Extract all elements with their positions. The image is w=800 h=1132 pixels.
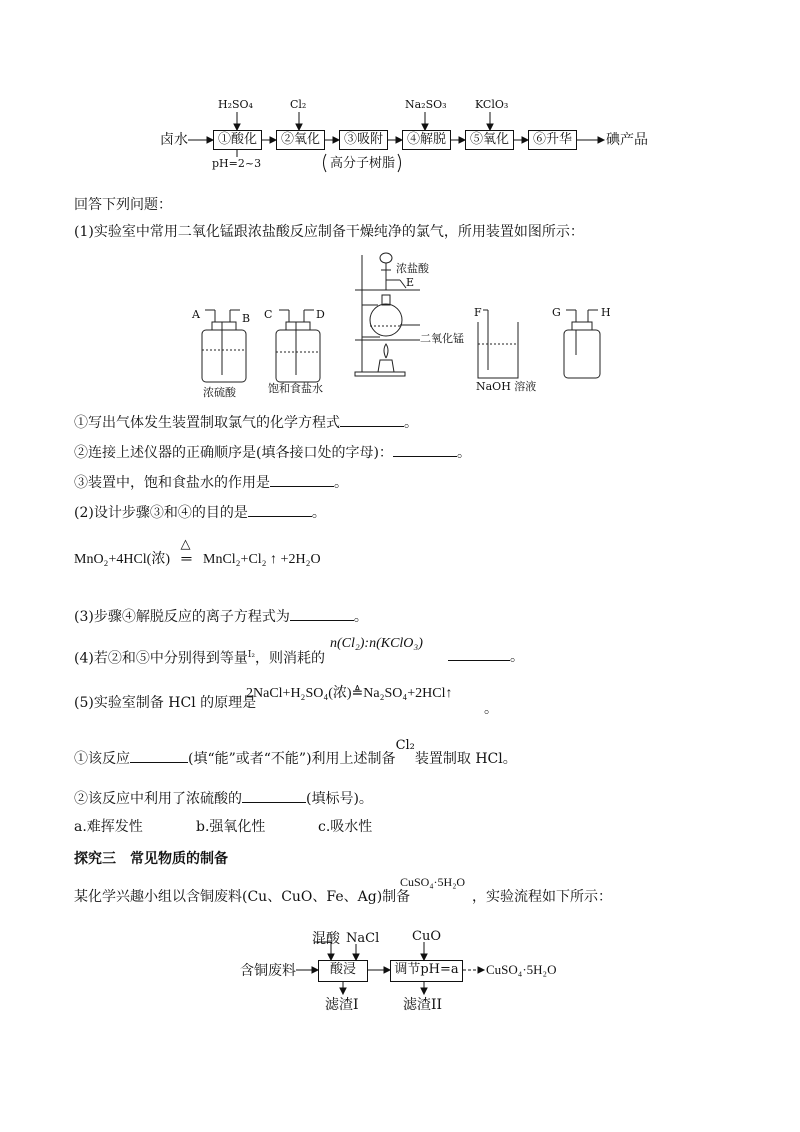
- q3: [74, 606, 368, 626]
- label-naoh: NaOH 溶液: [476, 380, 537, 393]
- q3-text: (3)步骤④解脱反应的离子方程式为: [74, 609, 290, 625]
- flow1-end: 碘产品: [606, 132, 648, 148]
- q2: [74, 502, 326, 522]
- flow2-step-adjust-ph: 调节pH=a: [390, 960, 463, 982]
- answer-blank[interactable]: [393, 442, 457, 457]
- label-f: F: [474, 306, 482, 319]
- q4-formula: n(Cl₂):n(KClO₃): [330, 636, 423, 651]
- q5-sub2-b: (填标号)。: [306, 791, 373, 807]
- flow1-step-oxidize2: ⑤氧化: [465, 130, 514, 150]
- equation-lhs: MnO₂+4HCl(浓): [74, 552, 170, 567]
- flow2-reagent-mixed-acid: 混酸: [312, 931, 340, 947]
- section3-title: 探究三 常见物质的制备: [74, 851, 228, 867]
- equation-arrow: △ ═: [180, 536, 192, 567]
- flow1-reagent-na2so3: Na₂SO₃: [405, 98, 447, 111]
- q5-sub1-cl2: Cl₂: [395, 738, 415, 753]
- label-conc-hcl: 浓盐酸: [396, 262, 429, 275]
- flow2-residue-2: 滤渣II: [403, 997, 443, 1013]
- flow2-residue-1: 滤渣I: [325, 997, 359, 1013]
- label-mno2: 二氧化锰: [420, 332, 464, 345]
- flow1-start: 卤水: [160, 132, 188, 148]
- label-c: C: [264, 308, 273, 321]
- q1-sub3-text: ③装置中，饱和食盐水的作用是: [74, 475, 270, 491]
- flow2-reagent-cuo: CuO: [412, 929, 441, 944]
- answer-blank[interactable]: [290, 606, 354, 621]
- flow1-ph-note: pH=2~3: [212, 157, 262, 170]
- label-conc-h2so4: 浓硫酸: [203, 386, 236, 399]
- q1-sub2: [74, 442, 471, 462]
- label-e: E: [406, 276, 415, 289]
- q1-sub1-end: 。: [404, 415, 418, 431]
- q5-sub1-b: (填“能”或者“不能”)利用上述制备: [188, 751, 396, 767]
- flow1-resin-note: 高分子树脂: [330, 156, 396, 171]
- q5-end: 。: [484, 701, 498, 717]
- q1-sub2-text: ②连接上述仪器的正确顺序是(填各接口处的字母)：: [74, 445, 393, 461]
- flow2-start: 含铜废料: [240, 963, 296, 979]
- q2-end: 。: [311, 505, 326, 521]
- q5-sub2-text: ②该反应中利用了浓硫酸的: [74, 791, 242, 807]
- flow2-product: CuSO₄·5H₂O: [486, 962, 557, 977]
- q4: [74, 646, 325, 668]
- equation-mno2: [74, 536, 321, 568]
- q1-sub1: [74, 412, 418, 432]
- q4-text2: ，则消耗的: [255, 650, 326, 667]
- q4-sup: I₂: [247, 650, 256, 660]
- q5-sub2: [74, 788, 373, 808]
- flow1-step-sublime: ⑥升华: [528, 130, 577, 150]
- q5-sub1-d: 装置制取 HCl。: [414, 751, 517, 767]
- equation-rhs: MnCl₂+Cl₂ ↑ +2H₂O: [203, 552, 321, 567]
- q4-text: (4)若②和⑤中分别得到等量: [74, 650, 248, 667]
- answer-blank[interactable]: [248, 502, 312, 517]
- intro-text: 回答下列问题：: [74, 197, 172, 213]
- section3-intro-a: 某化学兴趣小组以含铜废料(Cu、CuO、Fe、Ag)制备: [74, 889, 411, 905]
- option-b: b.强氧化性: [196, 819, 266, 835]
- answer-blank[interactable]: [340, 412, 404, 427]
- q1-sub3-end: 。: [334, 475, 348, 491]
- label-brine: 饱和食盐水: [268, 382, 323, 395]
- q1-stem: (1)实验室中常用二氧化锰跟浓盐酸反应制备干燥纯净的氯气，所用装置如图所示：: [74, 224, 584, 240]
- answer-blank[interactable]: [270, 472, 334, 487]
- flow1-step-oxidize: ②氧化: [276, 130, 325, 150]
- flow1-arrows: [0, 0, 800, 190]
- answer-blank[interactable]: [448, 646, 510, 661]
- option-a: a.难挥发性: [74, 819, 143, 835]
- answer-blank[interactable]: [242, 788, 306, 803]
- flow1-reagent-kclo3: KClO₃: [475, 98, 509, 111]
- flow2-reagent-nacl: NaCl: [346, 931, 380, 946]
- q4-blank-wrap: [448, 646, 524, 666]
- q4-end: 。: [510, 649, 524, 665]
- label-a: A: [192, 308, 200, 321]
- q1-sub1-text: ①写出气体发生装置制取氯气的化学方程式: [74, 415, 340, 431]
- label-h: H: [601, 306, 611, 319]
- q1-sub3: [74, 472, 348, 492]
- flow1-reagent-cl2: Cl₂: [290, 98, 307, 111]
- flow2-step-leach: 酸浸: [318, 960, 368, 982]
- section3-intro-formula: CuSO₄·5H₂O: [400, 875, 466, 889]
- q1-sub2-end: 。: [456, 445, 471, 461]
- q5: (5)实验室制备 HCl 的原理是: [74, 695, 257, 711]
- option-c: c.吸水性: [318, 819, 373, 835]
- q5-formula: 2NaCl+H₂SO₄(浓)≜Na₂SO₄+2HCl↑: [246, 686, 453, 701]
- flow1-step-desorb: ④解脱: [402, 130, 451, 150]
- equation-heat: △: [180, 536, 191, 551]
- q5-sub1: [74, 738, 517, 769]
- q2-text: (2)设计步骤③和④的目的是: [74, 505, 248, 521]
- flow1-step-acidify: ①酸化: [213, 130, 262, 150]
- flow1-reagent-h2so4: H₂SO₄: [218, 98, 253, 111]
- label-d: D: [316, 308, 325, 321]
- q5-sub1-a: ①该反应: [74, 751, 130, 767]
- label-g: G: [552, 306, 561, 319]
- flow1-step-adsorb: ③吸附: [339, 130, 388, 150]
- label-b: B: [242, 312, 251, 325]
- answer-blank[interactable]: [130, 748, 188, 763]
- section3-intro-b: ，实验流程如下所示：: [472, 889, 612, 905]
- q3-end: 。: [353, 609, 368, 625]
